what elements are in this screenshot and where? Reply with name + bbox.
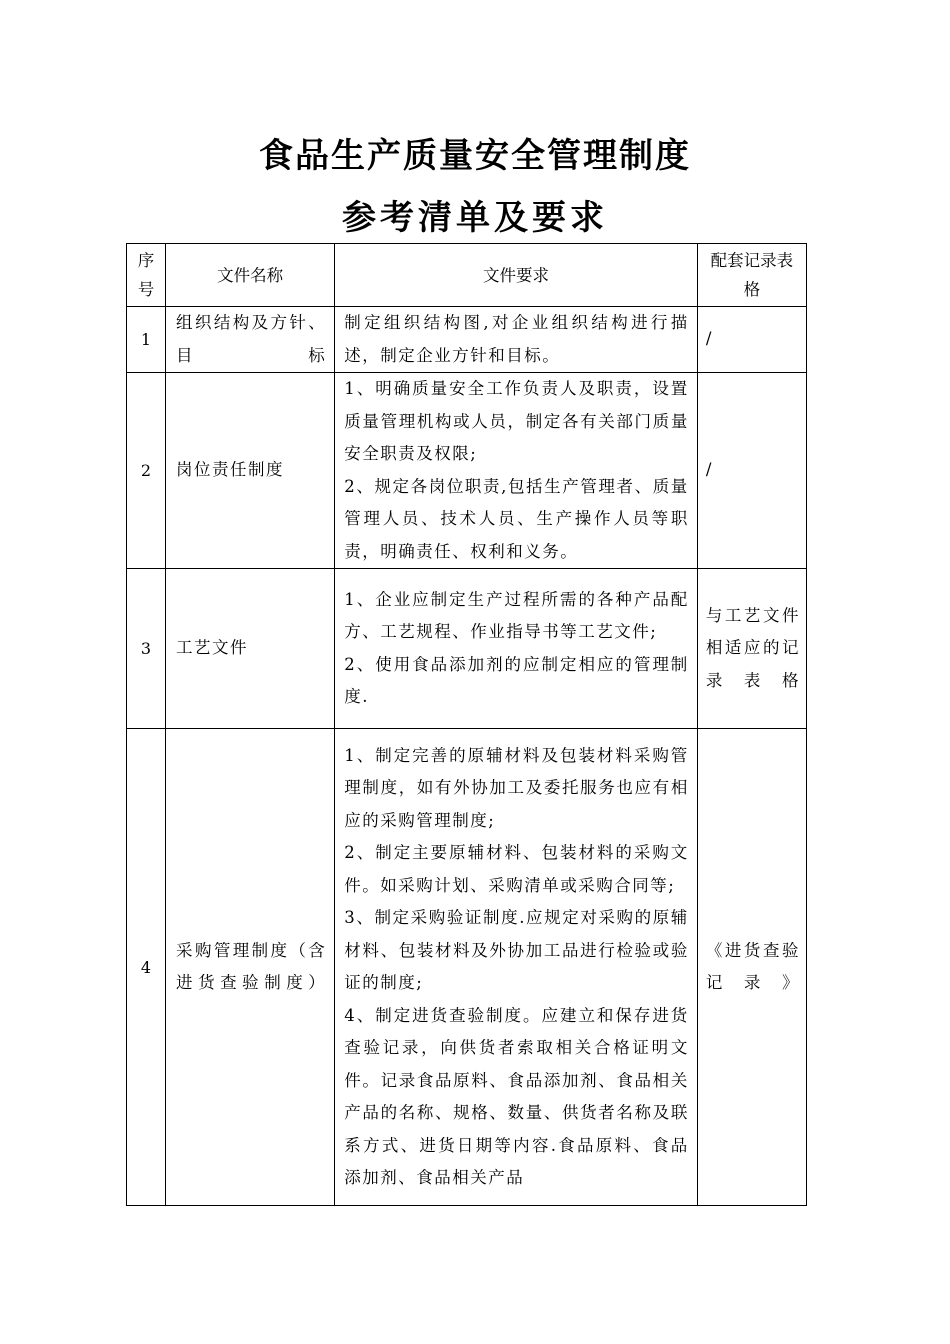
header-num: 序号: [127, 244, 166, 307]
row-num-cell: 3: [127, 569, 166, 729]
row-name-cell: 采购管理制度（含进货查验制度）: [166, 729, 335, 1206]
document-subtitle: 参考清单及要求: [342, 198, 608, 238]
row-record-cell: 《进货查验记录》: [697, 729, 806, 1206]
table-row: [127, 569, 807, 729]
row-record-cell: 与工艺文件相适应的记录表格: [697, 569, 806, 729]
requirements-table: [126, 243, 807, 1206]
row-name-cell: 组织结构及方针、目标: [166, 307, 335, 373]
row-requirement-cell: 1、制定完善的原辅材料及包装材料采购管理制度，如有外协加工及委托服务也应有相应的采购管理制度; 2、制定主要原辅材料、包装材料的采购文件。如采购计划、采购清单或采购合同等; 3、制定采购验证制度.应规定对采购的原辅材料、包装材料及外协加工品进行检验或验证的制度; 4、制定进货查验制度。应建立和保存进货查验记录，向供货者索取相关合格证明文件。记录食品原料、食品添加剂、食品相关产品的名称、规格、数量、供货者名称及联系方式、进货日期等内容.食品原料、食品添加剂、食品相关产品: [335, 729, 698, 1206]
row-name-cell: 岗位责任制度: [166, 373, 335, 569]
row-num-cell: 1: [127, 307, 166, 373]
header-requirement: 文件要求: [335, 244, 698, 307]
header-name: 文件名称: [166, 244, 335, 307]
row-requirement-cell: 制定组织结构图,对企业组织结构进行描述，制定企业方针和目标。: [335, 307, 698, 373]
table-row: [127, 729, 807, 1206]
row-requirement-cell: 1、明确质量安全工作负责人及职责，设置质量管理机构或人员，制定各有关部门质量安全职责及权限; 2、规定各岗位职责,包括生产管理者、质量管理人员、技术人员、生产操作人员等职责，明确责任、权利和义务。: [335, 373, 698, 569]
header-record: 配套记录表格: [697, 244, 806, 307]
table-row: [127, 373, 807, 569]
row-num-cell: 2: [127, 373, 166, 569]
document-title: 食品生产质量安全管理制度: [259, 136, 691, 176]
row-record-cell: /: [697, 373, 806, 569]
row-requirement-cell: 1、企业应制定生产过程所需的各种产品配方、工艺规程、作业指导书等工艺文件; 2、使用食品添加剂的应制定相应的管理制度.: [335, 569, 698, 729]
row-name-cell: 工艺文件: [166, 569, 335, 729]
row-num-cell: 4: [127, 729, 166, 1206]
table-row: [127, 307, 807, 373]
row-record-cell: /: [697, 307, 806, 373]
table-header-row: [127, 244, 807, 307]
